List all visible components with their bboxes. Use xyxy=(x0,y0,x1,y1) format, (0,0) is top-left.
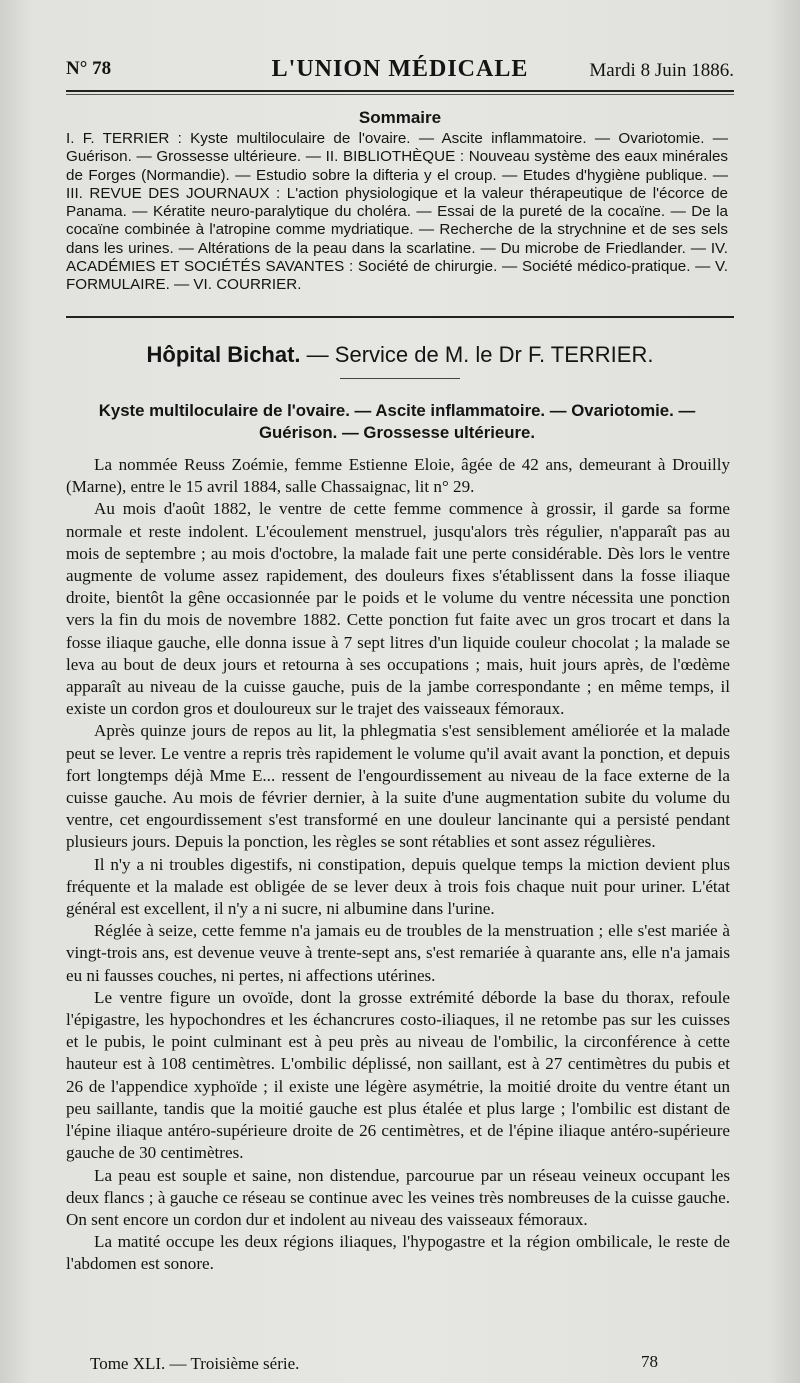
summary-text: I. F. TERRIER : Kyste multiloculaire de l'ovaire. — Ascite inflammatoire. — Ovariotomie. — Guérison. — Grossesse ultérieure. — II. BIBLIOTHÈQUE : Nouveau système des eaux minérales de Forges (Normandie). — Estudio sobre la difteria y el croup. — Etudes d'hygiène publique. — III. REVUE DES JOURNAUX : L'action physiologique et la valeur thérapeutique de l'écorce de Panama. — Kératite neuro-paralytique du choléra. — Essai de la pureté de la cocaïne. — De la cocaïne combinée à l'atropine comme mydriatique. — Recherche de la strychnine et de ses sels dans les urines. — Altérations de la peau dans la scarlatine. — Du microbe de Friedlander. — IV. ACADÉMIES ET SOCIÉTÉS SAVANTES : Société de chirurgie. — Société médico-pratique. — V. FORMULAIRE. — VI. COURRIER. xyxy=(66,130,728,294)
summary-rule xyxy=(66,316,734,318)
paragraph: La matité occupe les deux régions iliaques, l'hypogastre et la région ombilicale, le reste de l'abdomen est sonore. xyxy=(66,1232,730,1274)
paragraph: Au mois d'août 1882, le ventre de cette femme commence à grossir, il garde sa forme normale et reste indolent. L'écoulement menstruel, jusqu'alors très régulier, n'apparaît pas au mois de septembre ; au mois d'octobre, la malade fait une perte considérable. Dès lors le ventre augmente de volume assez rapidement, des douleurs fixes s'établissent dans la fosse iliaque droite, bientôt la gêne occasionnée par le poids et le volume du ventre nécessita une ponction vers la fin du mois de novembre 1882. Cette ponction fut faite avec un gros trocart et dans la fosse iliaque gauche, elle donna issue à 7 sept litres d'un liquide couleur chocolat ; la malade se leva au bout de deux jours et retourna à ses occupations ; mais, huit jours après, de l'œdème apparaît au niveau de la cuisse gauche, puis de la jambe correspondante ; en même temps, il existe un cordon gros et douloureux sur le trajet des vaisseaux fémoraux. xyxy=(66,499,730,719)
paragraph: Le ventre figure un ovoïde, dont la grosse extrémité déborde la base du thorax, refoule l'épigastre, les hypochondres et les échancrures costo-iliaques, il ne retombe pas sur les cuisses et le pubis, le point culminant est à peu près au niveau de l'ombilic, la circonférence à cette hauteur est à 108 centimètres. L'ombilic déplissé, non saillant, est à 27 centimètres du pubis et 26 de l'appendice xyphoïde ; il existe une légère asymétrie, la moitié droite du ventre étant un peu saillante, tandis que la moitié gauche est plus étalée et plus large ; l'ombilic est distant de l'épine iliaque antéro-supérieure droite de 26 centimètres, et de l'épine iliaque antéro-supérieure gauche de 30 centimètres. xyxy=(66,987,730,1163)
page-header xyxy=(66,56,734,88)
volume-info: Tome XLI. — Troisième série. xyxy=(90,1354,300,1373)
issue-date: Mardi 8 Juin 1886. xyxy=(589,60,734,81)
issue-number: N° 78 xyxy=(66,58,112,79)
paragraph: Réglée à seize, cette femme n'a jamais eu de troubles de la menstruation ; elle s'est mariée à vingt-trois ans, est devenue veuve à trente-sept ans, s'est remariée à quarante ans, elle n'a jamais eu ni fausses couches, ni pertes, ni affections utérines. xyxy=(66,921,730,985)
page-number: 78 xyxy=(641,1352,658,1371)
paragraph: La nommée Reuss Zoémie, femme Estienne Eloie, âgée de 42 ans, demeurant à Drouilly (Marne), entre le 15 avril 1884, salle Chassaignac, lit n° 29. xyxy=(66,455,730,497)
page-footer xyxy=(90,1354,730,1378)
section-rule xyxy=(340,378,460,379)
summary-title: Sommaire xyxy=(358,108,442,127)
paragraph: Après quinze jours de repos au lit, la phlegmatia s'est sensiblement améliorée et la malade peut se lever. Le ventre a repris très rapidement le volume qu'il avait avant la ponction, et depuis fort longtemps déjà Mme E... ressent de l'engourdissement au niveau de la face externe de la cuisse gauche. Au mois de février dernier, à la suite d'une augmentation subite du volume du ventre, cet engourdissement s'est transformé en une douleur lancinante qui a persisté pendant plusieurs jours. Depuis la ponction, les règles se sont rétablies et sont assez régulières. xyxy=(66,721,730,852)
paragraph: La peau est souple et saine, non distendue, parcourue par un réseau veineux occupant les deux flancs ; à gauche ce réseau se continue avec les veines très nombreuses de la cuisse gauche. On sent encore un cordon dur et indolent au niveau des vaisseaux fémoraux. xyxy=(66,1165,730,1229)
hospital-heading xyxy=(0,342,800,368)
header-rule xyxy=(66,90,734,92)
journal-title: L'UNION MÉDICALE xyxy=(271,56,529,82)
hospital-name: Hôpital Bichat. xyxy=(146,342,301,367)
article-title: Kyste multiloculaire de l'ovaire. — Ascite inflammatoire. — Ovariotomie. — Guérison. — Grossesse ultérieure. xyxy=(98,401,696,442)
paragraph: Il n'y a ni troubles digestifs, ni constipation, depuis quelque temps la miction devient plus fréquente et la malade est obligée de se lever deux à trois fois chaque nuit pour uriner. L'état général est excellent, il n'y a ni sucre, ni albumine dans l'urine. xyxy=(66,854,730,919)
article-body xyxy=(66,454,730,1276)
header-rule-thin xyxy=(66,94,734,95)
service-name: — Service de M. le Dr F. TERRIER. xyxy=(306,342,654,367)
